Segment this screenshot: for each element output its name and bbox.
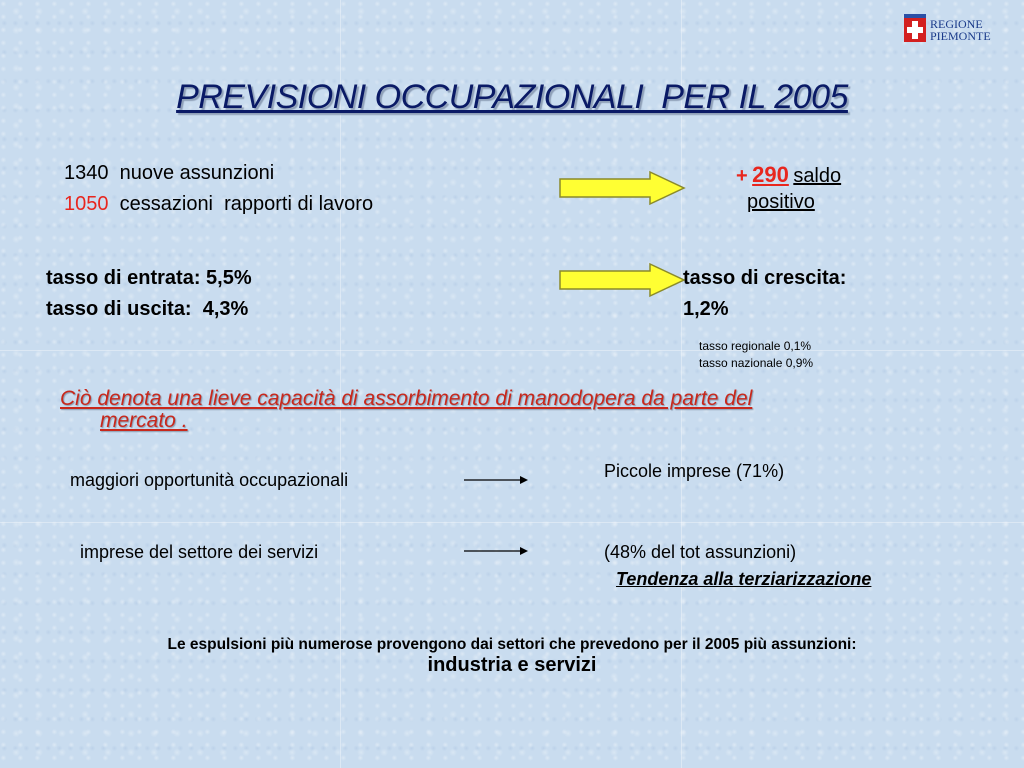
growth-label: tasso di crescita: bbox=[683, 267, 847, 289]
footer-line-1: Le espulsioni più numerose provengono dai settori che prevedono per il 2005 più assunzioni: bbox=[167, 636, 857, 653]
arrow-right-icon bbox=[462, 545, 530, 557]
opportunities-left: maggiori opportunità occupazionali bbox=[70, 470, 349, 490]
regione-piemonte-logo bbox=[904, 16, 994, 44]
conclusion-text bbox=[60, 388, 940, 432]
regional-rate: tasso regionale 0,1% bbox=[699, 339, 812, 353]
opportunities-right: Piccole imprese (71%) bbox=[604, 461, 785, 481]
yellow-arrow-icon bbox=[558, 262, 686, 298]
hires-label: nuove assunzioni bbox=[119, 162, 275, 184]
conclusion-line-1: Ciò denota una lieve capacità di assorbimento di manodopera da parte del bbox=[60, 387, 753, 410]
balance-result bbox=[736, 162, 841, 188]
exits-line bbox=[64, 193, 373, 216]
entry-rate: tasso di entrata: 5,5% bbox=[46, 267, 252, 289]
services-left: imprese del settore dei servizi bbox=[80, 542, 319, 562]
exits-number: 1050 bbox=[64, 193, 109, 215]
background-grid-line bbox=[0, 522, 1024, 523]
slide-title: PREVISIONI OCCUPAZIONALI PER IL 2005 bbox=[176, 78, 848, 116]
hires-number: 1340 bbox=[64, 162, 109, 184]
growth-value: 1,2% bbox=[683, 298, 729, 320]
balance-word-saldo: saldo bbox=[793, 165, 842, 187]
services-right: (48% del tot assunzioni) bbox=[604, 542, 797, 562]
trend-label: Tendenza alla terziarizzazione bbox=[616, 569, 872, 589]
footer-line-2: industria e servizi bbox=[427, 654, 597, 676]
logo-line-1: REGIONE bbox=[930, 17, 983, 31]
conclusion-line-2: mercato . bbox=[100, 409, 188, 432]
balance-sign: + bbox=[736, 165, 748, 187]
piemonte-flag-icon bbox=[904, 18, 926, 42]
national-rate: tasso nazionale 0,9% bbox=[699, 356, 814, 370]
exit-rate: tasso di uscita: 4,3% bbox=[46, 298, 249, 320]
exits-label: cessazioni rapporti di lavoro bbox=[119, 193, 374, 215]
balance-word-positivo: positivo bbox=[747, 191, 815, 213]
logo-line-2: PIEMONTE bbox=[930, 29, 991, 43]
background-grid-line bbox=[0, 350, 1024, 351]
hires-line bbox=[64, 162, 274, 185]
balance-number: 290 bbox=[752, 162, 789, 187]
arrow-right-icon bbox=[462, 474, 530, 486]
yellow-arrow-icon bbox=[558, 170, 686, 206]
